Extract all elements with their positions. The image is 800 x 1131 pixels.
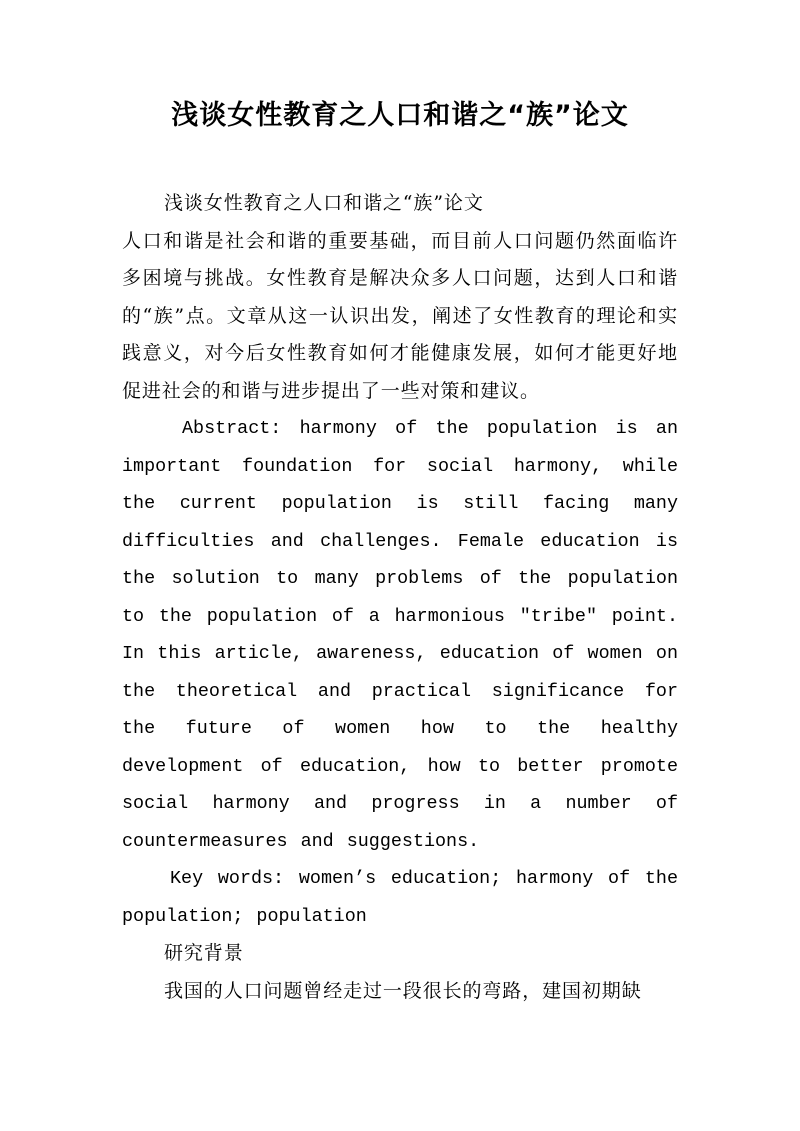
research-background-heading: 研究背景	[164, 942, 244, 964]
chinese-abstract-paragraph: 人口和谐是社会和谐的重要基础，而目前人口问题仍然面临许多困境与挑战。女性教育是解决众多人口问题，达到人口和谐的“族”点。文章从这一认识出发，阐述了女性教育的理论和实践意义，对今后女性教育如何才能健康发展，如何才能更好地促进社会的和谐与进步提出了一些对策和建议。	[122, 229, 678, 402]
subtitle-paragraph: 浅谈女性教育之人口和谐之“族”论文	[164, 192, 484, 214]
english-abstract-paragraph: Abstract: harmony of the population is an important foundation for social harmony, while the current population is still facing many difficulties and challenges. Female education is the solution to many problems of the population to the population of a harmonious "tribe" point. In this article, awareness, education of women on the theoretical and practical significance for the future of women how to the healthy development of education, how to better promote social harmony and progress in a number of countermeasures and suggestions.	[122, 418, 678, 852]
document-body	[122, 185, 678, 1010]
document-title: 浅谈女性教育之人口和谐之“族”论文	[171, 100, 629, 131]
keywords-paragraph: Key words: women’s education; harmony of the population; population	[122, 868, 678, 927]
body-paragraph: 我国的人口问题曾经走过一段很长的弯路，建国初期缺	[164, 979, 642, 1002]
